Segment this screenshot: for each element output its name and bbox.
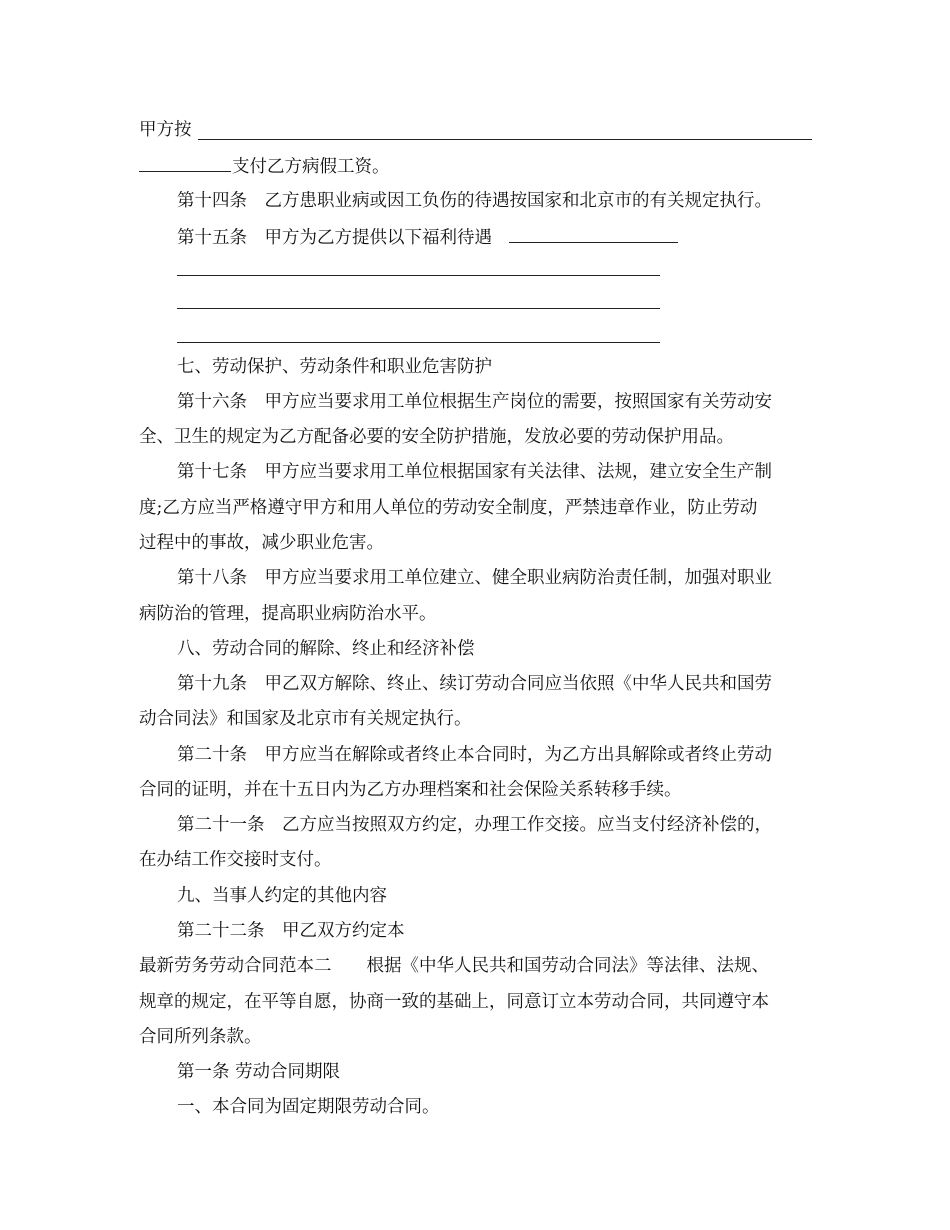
text-segment: 第二十一条 乙方应当按照双方约定，办理工作交接。应当支付经济补偿的，	[177, 815, 772, 835]
fill-in-blank	[139, 171, 231, 172]
text-segment: 第十七条 甲方应当要求用工单位根据国家有关法律、法规，建立安全生产制	[177, 462, 772, 482]
text-line	[139, 1025, 262, 1049]
section-heading	[177, 355, 492, 379]
fill-in-blank	[177, 342, 660, 343]
text-segment: 九、当事人约定的其他内容	[177, 886, 387, 906]
text-segment: 度;乙方应当严格遵守甲方和用人单位的劳动安全制度，严禁违章作业，防止劳动	[139, 498, 758, 518]
text-line	[177, 566, 772, 590]
text-segment: 最新劳务劳动合同范本二 根据《中华人民共和国劳动合同法》等法律、法规、	[139, 956, 769, 976]
fill-in-blank	[177, 308, 660, 309]
text-segment: 合同所列条款。	[139, 1027, 262, 1047]
text-line	[139, 602, 437, 626]
text-line	[139, 848, 332, 872]
text-line	[139, 990, 769, 1014]
text-line	[139, 531, 384, 555]
text-line	[139, 954, 769, 978]
section-heading	[177, 637, 475, 661]
text-line	[177, 189, 772, 213]
text-segment: 全、卫生的规定为乙方配备必要的安全防护措施，发放必要的劳动保护用品。	[139, 427, 734, 447]
text-segment: 过程中的事故，减少职业危害。	[139, 533, 384, 553]
text-segment: 合同的证明，并在十五日内为乙方办理档案和社会保险关系转移手续。	[139, 780, 682, 800]
text-segment: 一、本合同为固定期限劳动合同。	[177, 1097, 440, 1117]
text-line	[177, 919, 405, 943]
text-line	[177, 813, 772, 837]
text-segment: 支付乙方病假工资。	[232, 157, 390, 177]
text-segment: 第一条 劳动合同期限	[177, 1062, 341, 1082]
text-line	[177, 226, 492, 250]
text-line	[177, 1095, 440, 1119]
text-line	[177, 460, 772, 484]
text-segment: 第十六条 甲方应当要求用工单位根据生产岗位的需要，按照国家有关劳动安	[177, 392, 772, 412]
text-segment: 甲方按	[139, 120, 192, 140]
text-segment: 病防治的管理，提高职业病防治水平。	[139, 604, 437, 624]
text-line	[139, 496, 757, 520]
text-line	[177, 390, 772, 414]
text-line	[139, 778, 682, 802]
text-segment: 第二十二条 甲乙双方约定本	[177, 921, 405, 941]
text-segment: 第十八条 甲方应当要求用工单位建立、健全职业病防治责任制，加强对职业	[177, 568, 772, 588]
text-segment: 七、劳动保护、劳动条件和职业危害防护	[177, 357, 492, 377]
text-segment: 第十九条 甲乙双方解除、终止、续订劳动合同应当依照《中华人民共和国劳	[177, 674, 772, 694]
text-segment: 第二十条 甲方应当在解除或者终止本合同时，为乙方出具解除或者终止劳动	[177, 745, 772, 765]
text-line	[177, 743, 772, 767]
text-segment: 动合同法》和国家及北京市有关规定执行。	[139, 709, 472, 729]
fill-in-blank	[177, 275, 660, 276]
text-line	[177, 672, 772, 696]
text-line	[139, 118, 192, 142]
text-line	[232, 155, 390, 179]
text-segment: 第十四条 乙方患职业病或因工负伤的待遇按国家和北京市的有关规定执行。	[177, 191, 772, 211]
text-line	[139, 707, 472, 731]
section-heading	[177, 884, 387, 908]
text-segment: 第十五条 甲方为乙方提供以下福利待遇	[177, 228, 492, 248]
section-heading	[177, 1060, 340, 1084]
text-segment: 八、劳动合同的解除、终止和经济补偿	[177, 639, 475, 659]
text-segment: 规章的规定，在平等自愿，协商一致的基础上，同意订立本劳动合同，共同遵守本	[139, 992, 769, 1012]
fill-in-blank	[509, 242, 678, 243]
text-segment: 在办结工作交接时支付。	[139, 850, 332, 870]
text-line	[139, 425, 734, 449]
fill-in-blank	[198, 139, 812, 140]
